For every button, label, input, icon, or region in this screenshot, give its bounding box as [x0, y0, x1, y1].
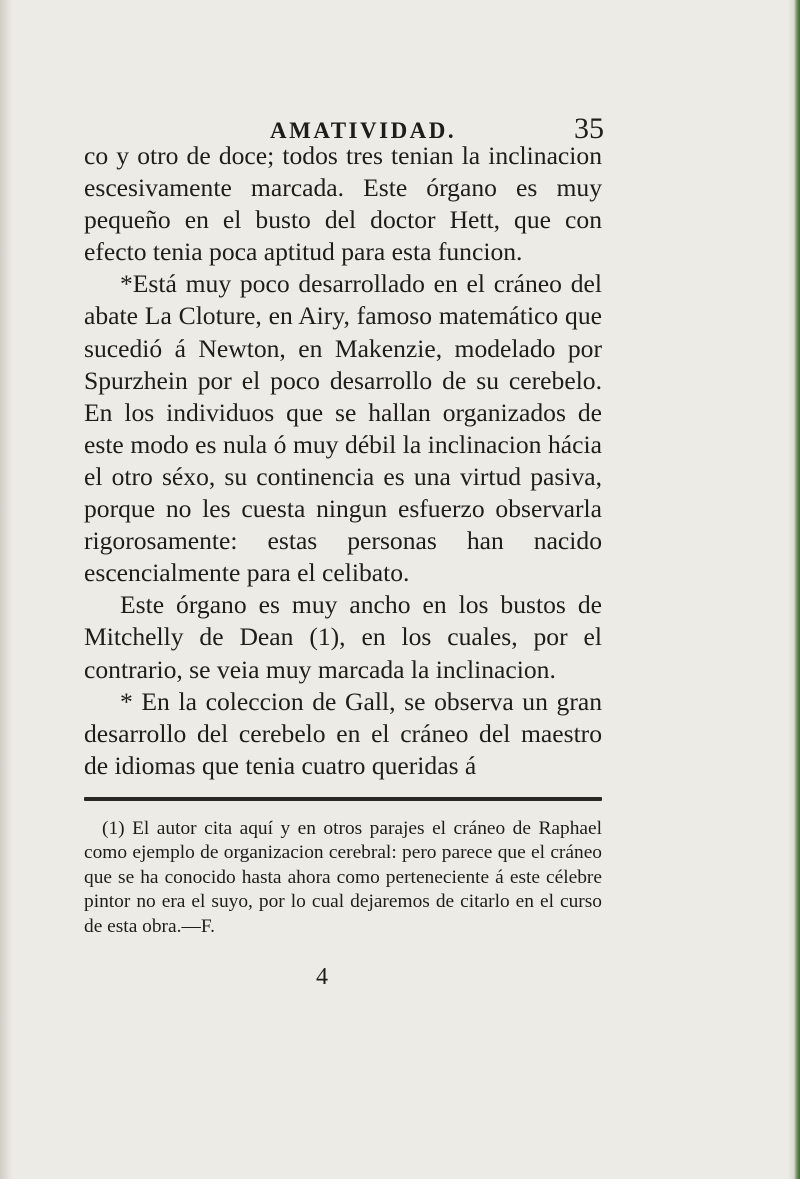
paragraph-4: * En la coleccion de Gall, se observa un gran desarrollo del cerebelo en el cráneo del maestro de idiomas que tenia cuatro queridas á — [84, 686, 602, 780]
paragraph-3: Este órgano es muy ancho en los bustos de Mitchelly de Dean (1), en los cuales, por el contrario, se veia muy marcada la inclinacion. — [84, 590, 602, 684]
page-number: 35 — [574, 112, 604, 145]
page-right-edge — [788, 0, 800, 1179]
page-left-edge — [0, 0, 14, 1179]
paragraph-2: *Está muy poco desarrollado en el cráneo del abate La Cloture, en Airy, famoso matemático que sucedió á Newton, en Makenzie, modelado por Spurzhein por el poco desarrollo de su cerebelo. En los individuos que se hallan organizados de este modo es nula ó muy débil la inclinacion hácia el otro séxo, su continencia es una virtud pasiva, porque no les cuesta ningun esfuerzo observarla rigorosamente: estas personas han nacido escencialmente para el celibato. — [84, 269, 602, 588]
body-text — [84, 140, 602, 782]
footnote — [84, 817, 602, 939]
footnote-text: (1) El autor cita aquí y en otros parajes el cráneo de Raphael como ejemplo de organizacion cerebral: pero parece que el cráneo que se ha conocido hasta ahora como perteneciente á este célebre pintor no era el suyo, por lo cual dejaremos de citarlo en el curso de esta obra.—F. — [84, 818, 602, 937]
footnote-rule — [84, 797, 602, 801]
running-title: AMATIVIDAD. — [270, 118, 457, 143]
signature-mark: 4 — [316, 964, 328, 990]
paragraph-1: co y otro de doce; todos tres tenian la inclinacion escesivamente marcada. Este órgano es muy pequeño en el busto del doctor Hett, que con efecto tenia poca aptitud para esta funcion. — [84, 141, 602, 267]
